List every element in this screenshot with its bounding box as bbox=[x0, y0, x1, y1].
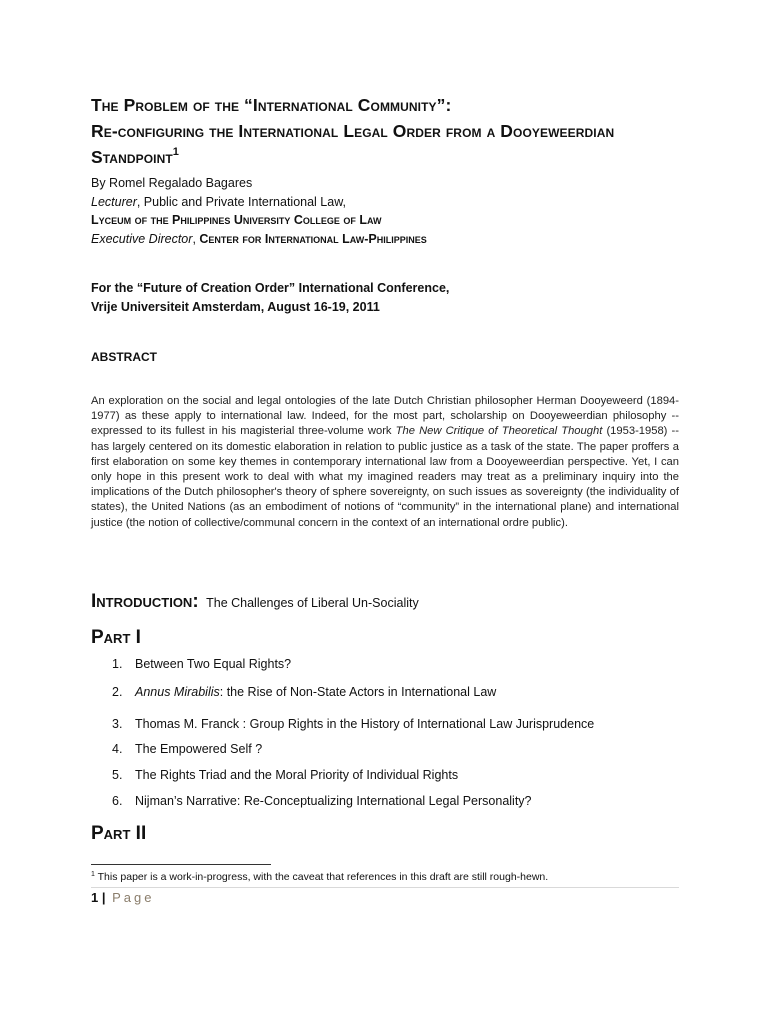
abstract-part-1: An exploration on the social and legal ontologies of the late Dutch Christian philosopher Herman Dooyeweerd (1894-1977) as these apply to international law. Indeed, for the most part, scholarship on Dooyeweerdian philosophy -- expressed to its fullest in his magisterial three-volume work bbox=[91, 395, 679, 438]
page-footer-divider bbox=[91, 887, 679, 888]
footnote bbox=[91, 871, 548, 883]
abstract-part-2: (1953-1958) -- has largely centered on its domestic elaboration in relation to public justice as a task of the state. The paper proffers a first elaboration on some key themes in contemporary international law from a Dooyeweerdian perspective. Yet, I can only hope in this present work to deal with what my imagined readers may treat as a preliminary inquiry into the implications of the Dutch philosopher's theory of sphere sovereignty, on such issues as sovereignty (the individuality of states), the United Nations (as an embodiment of notions of “community” in the international plane) and international justice (the notion of collective/communal concern in the context of an international ordre public). bbox=[91, 425, 680, 529]
page-number: 1 | bbox=[91, 890, 106, 905]
author-role-2 bbox=[91, 230, 427, 249]
author-affiliation-1: Lyceum of the Philippines University College of Law bbox=[91, 213, 382, 227]
page-footer bbox=[91, 890, 154, 905]
list-item-number: 3. bbox=[112, 717, 123, 731]
list-item-text: Between Two Equal Rights? bbox=[135, 657, 292, 671]
introduction-label: Introduction: bbox=[91, 591, 199, 612]
list-item-text: : the Rise of Non-State Actors in International Law bbox=[219, 685, 497, 699]
list-item-text: Nijman’s Narrative: Re-Conceptualizing International Legal Personality? bbox=[135, 794, 532, 808]
conference-line-1: For the “Future of Creation Order” International Conference, bbox=[91, 281, 450, 295]
list-item bbox=[112, 794, 532, 808]
part-1-heading: Part I bbox=[91, 627, 141, 648]
author-block bbox=[91, 174, 427, 248]
conference-line-2: Vrije Universiteit Amsterdam, August 16-19, 2011 bbox=[91, 300, 380, 314]
role-2-title: Executive Director bbox=[91, 231, 193, 246]
introduction-subtitle: The Challenges of Liberal Un-Sociality bbox=[206, 596, 419, 610]
title-line-1: The Problem of the “International Community”: bbox=[91, 95, 452, 115]
list-item bbox=[112, 717, 594, 731]
list-item-text: Thomas M. Franck : Group Rights in the History of International Law Jurisprudence bbox=[135, 717, 595, 731]
list-item bbox=[112, 685, 496, 699]
abstract-heading: ABSTRACT bbox=[91, 350, 157, 364]
footnote-text: This paper is a work-in-progress, with the caveat that references in this draft are still rough-hewn. bbox=[94, 871, 549, 883]
list-item-italic: Annus Mirabilis bbox=[135, 685, 220, 699]
abstract-italic-title: The New Critique of Theoretical Thought bbox=[395, 425, 603, 438]
part-2-heading: Part II bbox=[91, 823, 147, 844]
role-1-title: Lecturer bbox=[91, 194, 137, 209]
footnote-mark: 1 bbox=[91, 871, 95, 878]
list-item-number: 1. bbox=[112, 657, 123, 671]
list-item-text: The Empowered Self ? bbox=[135, 742, 263, 756]
page-label: Page bbox=[105, 890, 155, 905]
title-line-2: Re-configuring the International Legal Order from a Dooyeweerdian bbox=[91, 121, 615, 141]
list-item-number: 5. bbox=[112, 768, 123, 782]
footnote-divider bbox=[91, 864, 271, 865]
list-item-number: 4. bbox=[112, 742, 123, 756]
list-item-text: The Rights Triad and the Moral Priority of Individual Rights bbox=[135, 768, 459, 782]
paper-title bbox=[91, 92, 711, 170]
conference-info bbox=[91, 279, 449, 317]
list-item-number: 2. bbox=[112, 685, 123, 699]
list-item bbox=[112, 657, 291, 671]
list-item bbox=[112, 742, 262, 756]
title-line-3-text: Standpoint bbox=[91, 147, 173, 167]
introduction-heading bbox=[91, 591, 419, 613]
role-2-separator: , bbox=[192, 231, 200, 246]
author-byline: By Romel Regalado Bagares bbox=[91, 176, 253, 190]
author-role-1 bbox=[91, 193, 427, 212]
list-item bbox=[112, 768, 458, 782]
title-footnote-mark[interactable]: 1 bbox=[172, 146, 179, 158]
abstract-text bbox=[91, 394, 679, 531]
author-affiliation-2: Center for International Law-Philippines bbox=[199, 231, 427, 246]
role-1-detail: , Public and Private International Law, bbox=[136, 194, 347, 209]
title-line-3 bbox=[91, 144, 711, 170]
list-item-number: 6. bbox=[112, 794, 123, 808]
